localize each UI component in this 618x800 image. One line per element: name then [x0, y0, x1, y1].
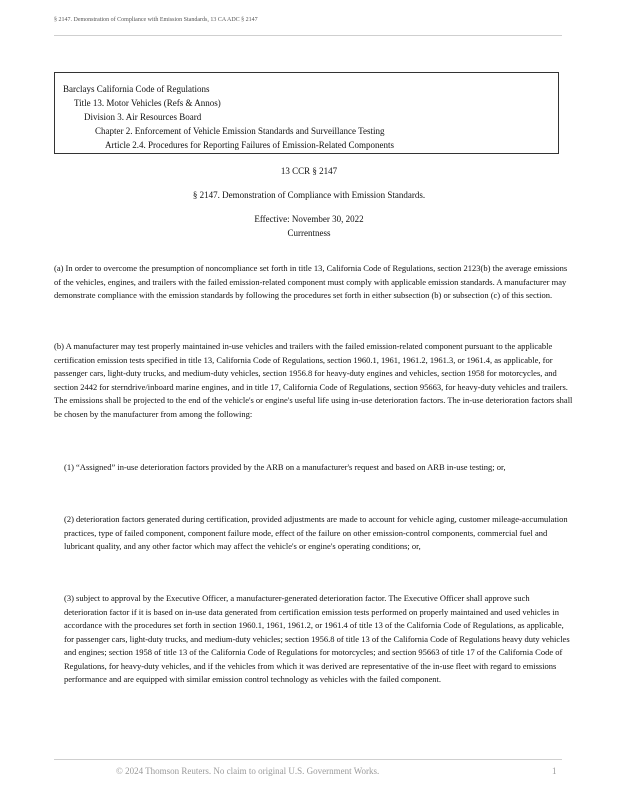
- hierarchy-box: [54, 72, 559, 154]
- footer-copyright: © 2024 Thomson Reuters. No claim to original U.S. Government Works.: [116, 766, 380, 776]
- toc-division: Division 3. Air Resources Board: [84, 112, 202, 122]
- toc-code-title: Barclays California Code of Regulations: [63, 84, 210, 94]
- toc-title: Title 13. Motor Vehicles (Refs & Annos): [74, 98, 221, 108]
- toc-chapter: Chapter 2. Enforcement of Vehicle Emission Standards and Surveillance Testing: [95, 126, 385, 136]
- paragraph-a: (a) In order to overcome the presumption of noncompliance set forth in title 13, California Code of Regulations, section 2123(b) the average emissions of the vehicles, engines, and trailers with the failed emission-related component must comply with applicable emission standards. A manufacturer may demonstrate compliance with the emission standards by following the procedures set forth in either subsection (b) or subsection (c) of this section.: [54, 263, 568, 300]
- paragraph-b2: (2) deterioration factors generated during certification, provided adjustments are made to account for vehicle aging, customer mileage-accumulation practices, type of failed component, component failure mode, effect of the failure on other emission-control components, commercial fuel and lubricant quality, and any other factor which may affect the vehicle's or engine's operating conditions; or,: [64, 514, 568, 551]
- citation: 13 CCR § 2147: [280, 166, 338, 176]
- currentness: Currentness: [287, 228, 331, 238]
- section-title: § 2147. Demonstration of Compliance with Emission Standards.: [192, 190, 426, 200]
- toc-article: Article 2.4. Procedures for Reporting Failures of Emission-Related Components: [105, 140, 394, 150]
- header-divider: [54, 35, 562, 36]
- paragraph-b1: (1) “Assigned” in-use deterioration factors provided by the ARB on a manufacturer's request and based on ARB in-use testing; or,: [64, 462, 506, 472]
- effective-date: Effective: November 30, 2022: [254, 214, 364, 224]
- paragraph-b: (b) A manufacturer may test properly maintained in-use vehicles and trailers with the failed emission-related component pursuant to the applicable certification emission tests specified in title 13, California Code of Regulations, section 1960.1, 1961, 1961.2, 1961.3, or 1961.4, as applicable, for passenger cars, light-duty trucks, and medium-duty vehicles, section 1956.8 for heavy-duty engines and vehicles, section 1958 for motorcycles, and section 2442 for sterndrive/inboard marine engines, and in title 17, California Code of Regulations, section 95663, for heavy-duty vehicles and trailers. The emissions shall be projected to the end of the vehicle's or engine's useful life using in-use deterioration factors. The in-use deterioration factors shall be chosen by the manufacturer from among the following:: [54, 341, 573, 419]
- footer-divider: [54, 759, 562, 760]
- paragraph-b3: (3) subject to approval by the Executive Officer, a manufacturer-generated deterioration factor. The Executive Officer shall approve such deterioration factor if it is based on in-use data generated from certification emission tests performed on properly maintained and used vehicles in accordance with the procedures set forth in section 1960.1, 1961, 1961.2, or 1961.4 of title 13 of the California Code of Regulations, as applicable, for passenger cars, light-duty trucks, and medium-duty vehicles; section 1956.8 of title 13 of the California Code of Regulations heavy duty vehicles and engines; section 1958 of title 13 of the California Code of Regulations for motorcycles; and section 95663 of title 17 of the California Code of Regulations, for heavy-duty vehicles, and if the vehicles from which it was derived are representative of the in-use fleet with regard to emissions performance and are equipped with similar emission control technology as vehicles with the failed component.: [64, 593, 570, 684]
- page-number: 1: [552, 766, 557, 776]
- running-header: § 2147. Demonstration of Compliance with Emission Standards, 13 CA ADC § 2147: [54, 17, 258, 23]
